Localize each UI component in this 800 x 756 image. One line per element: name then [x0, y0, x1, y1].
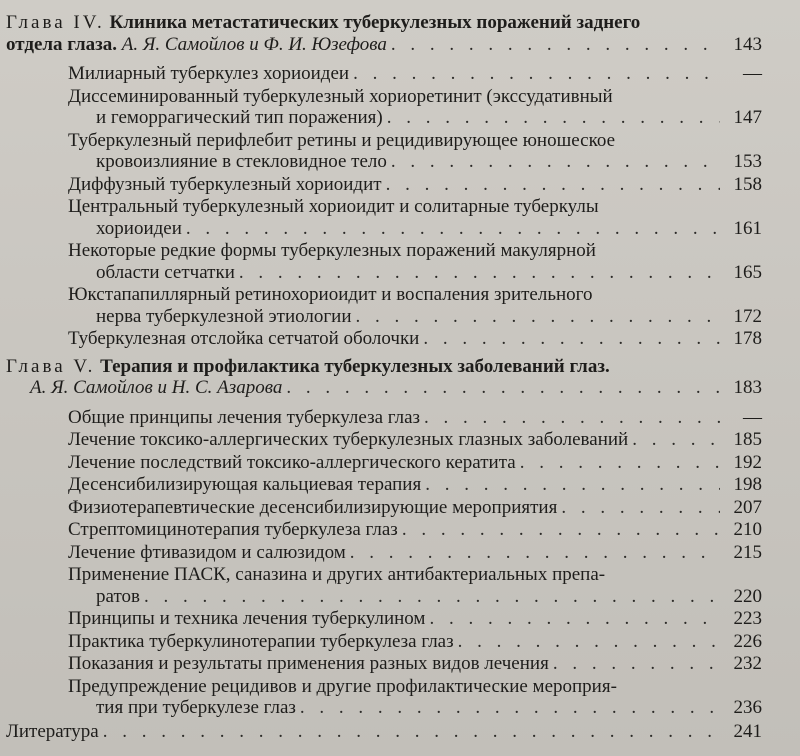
toc-entry-text: области сетчатки — [96, 261, 235, 283]
toc-entry-text: Стрептомицинотерапия туберкулеза глаз — [68, 519, 398, 540]
chapter-4-heading — [6, 12, 762, 34]
toc-entry-page: 223 — [733, 608, 762, 629]
toc-entry-text: Туберкулезный перифлебит ретины и рецидивирующее юношеское — [68, 129, 616, 151]
leader-dots — [520, 452, 720, 474]
toc-entry — [68, 542, 762, 564]
toc-entry-line — [68, 474, 762, 496]
leader-dots — [186, 218, 720, 240]
leader-dots — [632, 429, 720, 451]
toc-entry-page: 192 — [733, 451, 762, 473]
toc-entry-page: 165 — [733, 261, 762, 283]
toc-entry-page: 178 — [733, 328, 762, 349]
toc-entry-line — [68, 218, 762, 240]
leader-dots — [353, 63, 720, 85]
leader-dots — [386, 174, 720, 196]
toc-entry-line — [68, 407, 762, 429]
toc-entry-line — [68, 262, 762, 284]
leader-dots — [391, 34, 720, 56]
toc-entry-line — [68, 542, 762, 564]
toc-entry — [68, 429, 762, 451]
toc-entry — [68, 452, 762, 474]
toc-entry-text: хориоидеи — [96, 217, 182, 239]
toc-entry — [68, 86, 762, 129]
toc-entry-page: 158 — [733, 173, 762, 195]
literature-page: 241 — [733, 720, 762, 742]
leader-dots — [402, 519, 720, 541]
toc-entry-page: — — [743, 63, 762, 84]
chapter-5-heading-line2 — [6, 377, 762, 399]
toc-entry-line — [68, 653, 762, 675]
toc-entry-line — [68, 586, 762, 608]
toc-entry-text: Показания и результаты применения разных видов лечения — [68, 653, 549, 674]
toc-entry-page: 207 — [733, 496, 762, 518]
chapter-5-entries — [6, 407, 762, 719]
leader-dots — [144, 586, 720, 608]
toc-entry — [68, 676, 762, 719]
toc-entry — [68, 174, 762, 196]
toc-entry-text: Физиотерапевтические десенсибилизирующие мероприятия — [68, 496, 558, 518]
toc-entry-page: 161 — [733, 217, 762, 239]
toc-entry-line — [68, 452, 762, 474]
leader-dots — [424, 407, 720, 429]
toc-entry-page: 226 — [733, 630, 762, 652]
chapter-4-heading-line2 — [6, 34, 762, 56]
toc-entry-text: ратов — [96, 585, 140, 607]
toc-entry — [68, 407, 762, 429]
toc-entry-text: Десенсибилизирующая кальциевая терапия — [68, 474, 422, 495]
leader-dots — [429, 608, 720, 630]
toc-entry-text: Принципы и техника лечения туберкулином — [68, 608, 426, 629]
toc-entry-text: Диффузный туберкулезный хориоидит — [68, 173, 382, 195]
toc-entry — [68, 196, 762, 239]
toc-entry — [68, 519, 762, 541]
toc-entry-text: Лечение последствий токсико-аллергического кератита — [68, 451, 516, 473]
toc-entry-line — [68, 697, 762, 719]
toc-entry-line — [68, 63, 762, 85]
chapter-4-entries — [6, 63, 762, 350]
toc-entry-page: — — [743, 406, 762, 428]
toc-entry-line — [68, 107, 762, 129]
toc-entry-text: Милиарный туберкулез хориоидеи — [68, 63, 350, 84]
toc-entry-page: 198 — [733, 474, 762, 495]
toc-entry-text: Предупреждение рецидивов и другие профилактические мероприя- — [68, 675, 617, 697]
toc-entry-text: Диссеминированный туберкулезный хориоретинит (экссудативный — [68, 85, 613, 107]
toc-entry-line — [68, 151, 762, 173]
leader-dots — [553, 653, 720, 675]
chapter-4-page: 143 — [733, 33, 762, 55]
leader-dots — [300, 697, 720, 719]
leader-dots — [425, 474, 720, 496]
chapter-5-authors: А. Я. Самойлов и Н. С. Азарова — [30, 377, 283, 398]
leader-dots — [103, 721, 720, 743]
toc-entry-text: Лечение токсико-аллергических туберкулезных глазных заболеваний — [68, 429, 629, 450]
leader-dots — [423, 328, 720, 350]
toc-entry — [68, 631, 762, 653]
toc-entry-text: и геморрагический тип поражения) — [96, 107, 383, 128]
leader-dots — [239, 262, 720, 284]
toc-entry-line — [68, 306, 762, 328]
toc-entry-text: тия при туберкулезе глаз — [96, 697, 296, 718]
chapter-5 — [6, 356, 762, 719]
toc-entry-line — [68, 497, 762, 519]
chapter-5-label: Глава V. — [6, 355, 96, 377]
toc-entry-text: Практика туберкулинотерапии туберкулеза глаз — [68, 630, 454, 652]
toc-entry-page: 232 — [733, 653, 762, 674]
toc-entry-text: Лечение фтивазидом и салюзидом — [68, 541, 346, 563]
toc-entry-text: Общие принципы лечения туберкулеза глаз — [68, 406, 421, 428]
chapter-4-label: Глава IV. — [6, 12, 105, 33]
chapter-5-page: 183 — [733, 377, 762, 398]
chapter-5-title-line1: Терапия и профилактика туберкулезных заболеваний глаз. — [100, 355, 610, 377]
toc-entry-page: 236 — [733, 697, 762, 718]
toc-entry-page: 215 — [733, 541, 762, 563]
literature-entry — [6, 721, 762, 743]
toc-entry-page: 153 — [733, 151, 762, 172]
toc-entry-line — [68, 519, 762, 541]
toc-entry-text: Юкстапапиллярный ретинохориоидит и воспаления зрительного — [68, 284, 593, 305]
toc-entry-line — [68, 631, 762, 653]
toc-entry-text: кровоизлияние в стекловидное тело — [96, 151, 387, 172]
toc-entry — [68, 130, 762, 173]
toc-entry — [68, 653, 762, 675]
toc-entry — [68, 284, 762, 327]
toc-entry — [68, 608, 762, 630]
leader-dots — [387, 107, 720, 129]
toc-entry-line — [68, 174, 762, 196]
toc-entry — [68, 497, 762, 519]
leader-dots — [391, 151, 720, 173]
toc-entry — [68, 564, 762, 607]
chapter-4-authors: А. Я. Самойлов и Ф. И. Юзефова — [121, 33, 387, 55]
leader-dots — [350, 542, 720, 564]
toc-entry-line — [68, 328, 762, 350]
toc-entry-page: 220 — [733, 585, 762, 607]
leader-dots — [458, 631, 720, 653]
leader-dots — [286, 377, 720, 399]
toc-entry-text: нерва туберкулезной этиологии — [96, 305, 352, 327]
toc-entry-text: Некоторые редкие формы туберкулезных поражений макулярной — [68, 240, 596, 261]
toc-entry-page: 147 — [733, 107, 762, 128]
toc-entry-text: Применение ПАСК, саназина и других антибактериальных препа- — [68, 564, 606, 585]
toc-entry — [68, 240, 762, 283]
toc-entry — [68, 328, 762, 350]
leader-dots — [356, 306, 720, 328]
chapter-4-title-line1: Клиника метастатических туберкулезных поражений заднего — [109, 12, 641, 33]
toc-entry — [68, 63, 762, 85]
toc-entry-line — [68, 608, 762, 630]
chapter-4-title-line2: отдела глаза. — [6, 33, 117, 55]
toc-entry-text: Туберкулезная отслойка сетчатой оболочки — [68, 328, 420, 349]
toc-entry-page: 185 — [733, 429, 762, 450]
toc-entry-line — [68, 429, 762, 451]
literature-label: Литература — [6, 720, 99, 742]
leader-dots — [561, 497, 720, 519]
toc-entry-text: Центральный туберкулезный хориоидит и солитарные туберкулы — [68, 196, 599, 217]
toc-entry — [68, 474, 762, 496]
chapter-4 — [6, 12, 762, 350]
chapter-5-heading — [6, 356, 762, 378]
toc-entry-page: 172 — [733, 305, 762, 327]
toc-entry-page: 210 — [733, 519, 762, 540]
